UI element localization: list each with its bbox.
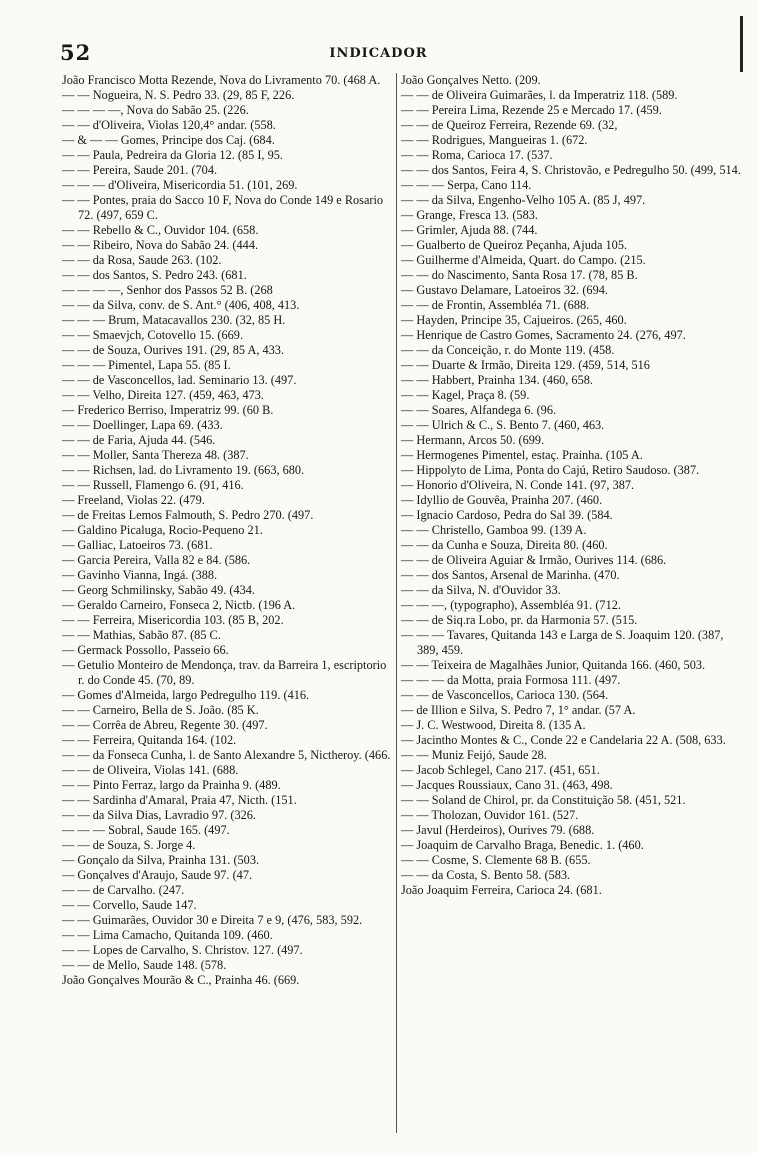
directory-entry: — — Muniz Feijó, Saude 28. (401, 748, 547, 762)
directory-entry: — — Smaevjch, Cotovello 15. (669. (62, 328, 244, 342)
directory-entry: João Francisco Motta Rezende, Nova do Livramento 70. (468 A. (62, 73, 381, 87)
directory-entry: — — de Mello, Saude 148. (578. (62, 958, 227, 972)
directory-entry: — Jacques Roussiaux, Cano 31. (463, 498. (401, 778, 613, 792)
directory-entry: — — Ulrich & C., S. Bento 7. (460, 463. (401, 418, 605, 432)
directory-entry: — Gomes d'Almeida, largo Pedregulho 119. (416. (62, 688, 310, 702)
directory-entry: — Jacintho Montes & C., Conde 22 e Candelaria 22 A. (508, 633. (401, 733, 726, 747)
directory-entry: — — Carneiro, Bella de S. João. (85 K. (62, 703, 259, 717)
directory-entry: — — Soares, Alfandega 6. (96. (401, 403, 557, 417)
directory-entry: — Germack Possollo, Passeio 66. (62, 643, 229, 657)
directory-entry: — — da Rosa, Saude 263. (102. (62, 253, 222, 267)
directory-entry: — — — d'Oliveira, Misericordia 51. (101, 269. (62, 178, 298, 192)
directory-entry: — — Christello, Gamboa 99. (139 A. (401, 523, 587, 537)
directory-entry: — — Kagel, Praça 8. (59. (401, 388, 530, 402)
directory-entry: — — da Fonseca Cunha, l. de Santo Alexandre 5, Nictheroy. (466. (62, 748, 391, 762)
directory-entry: — — Paula, Pedreira da Gloria 12. (85 I, 95. (62, 148, 283, 162)
directory-entry: — — — Brum, Matacavallos 230. (32, 85 H. (62, 313, 286, 327)
binding-edge-mark (740, 16, 743, 72)
directory-entry: — — —, (typographo), Assembléa 91. (712. (401, 598, 621, 612)
directory-entry: — Javul (Herdeiros), Ourives 79. (688. (401, 823, 595, 837)
directory-entry: — Idyllio de Gouvêa, Prainha 207. (460. (401, 493, 603, 507)
directory-entry: — — — da Motta, praia Formosa 111. (497. (401, 673, 621, 687)
directory-entry: — de Freitas Lemos Falmouth, S. Pedro 270. (497. (62, 508, 314, 522)
directory-entry: — — Pereira, Saude 201. (704. (62, 163, 218, 177)
directory-entry: — — Soland de Chirol, pr. da Constituição 58. (451, 521. (401, 793, 686, 807)
directory-entry: — — Mathias, Sabão 87. (85 C. (62, 628, 221, 642)
directory-entry: João Joaquim Ferreira, Carioca 24. (681. (401, 883, 602, 897)
directory-entry: — Henrique de Castro Gomes, Sacramento 24. (276, 497. (401, 328, 686, 342)
directory-entry: — — de Vasconcellos, lad. Seminario 13. (497. (62, 373, 297, 387)
directory-entry: — Getulio Monteiro de Mendonça, trav. da Barreira 1, escriptorio r. do Conde 45. (70, 89. (62, 658, 387, 687)
directory-entry: — — Nogueira, N. S. Pedro 33. (29, 85 F, 226. (62, 88, 295, 102)
directory-entry: — Grimler, Ajuda 88. (744. (401, 223, 538, 237)
directory-entry: — — de Carvalho. (247. (62, 883, 185, 897)
directory-entry: — Joaquim de Carvalho Braga, Benedic. 1. (460. (401, 838, 644, 852)
directory-entry: — Gavinho Vianna, Ingá. (388. (62, 568, 218, 582)
directory-entry: — Galdino Picaluga, Rocio-Pequeno 21. (62, 523, 263, 537)
directory-entry: — J. C. Westwood, Direita 8. (135 A. (401, 718, 586, 732)
right-column (401, 73, 747, 898)
directory-entry: — Geraldo Carneiro, Fonseca 2, Nictb. (196 A. (62, 598, 296, 612)
directory-entry: — — Corvello, Saude 147. (62, 898, 197, 912)
directory-entry: — — da Costa, S. Bento 58. (583. (401, 868, 571, 882)
directory-entry: — — Habbert, Prainha 134. (460, 658. (401, 373, 593, 387)
directory-entry: — — Sardinha d'Amaral, Praia 47, Nicth. (151. (62, 793, 297, 807)
directory-entry: — Freeland, Violas 22. (479. (62, 493, 205, 507)
directory-entry: — — Richsen, lad. do Livramento 19. (663, 680. (62, 463, 305, 477)
directory-entry: — — Pereira Lima, Rezende 25 e Mercado 17. (459. (401, 103, 662, 117)
directory-entry: — — Tholozan, Ouvidor 161. (527. (401, 808, 579, 822)
directory-entry: — — Rodrigues, Mangueiras 1. (672. (401, 133, 588, 147)
directory-entry: — — — Serpa, Cano 114. (401, 178, 532, 192)
directory-entry: — — da Conceição, r. do Monte 119. (458. (401, 343, 615, 357)
directory-entry: — — de Faria, Ajuda 44. (546. (62, 433, 216, 447)
directory-entry: — — do Nascimento, Santa Rosa 17. (78, 85 B. (401, 268, 638, 282)
directory-entry: — — d'Oliveira, Violas 120,4° andar. (558. (62, 118, 276, 132)
directory-entry: — — Teixeira de Magalhães Junior, Quitanda 166. (460, 503. (401, 658, 706, 672)
directory-entry: — — Doellinger, Lapa 69. (433. (62, 418, 223, 432)
directory-entry: — Gualberto de Queiroz Peçanha, Ajuda 105. (401, 238, 628, 252)
directory-entry: — Frederico Berriso, Imperatriz 99. (60 B. (62, 403, 274, 417)
directory-entry: — — Lopes de Carvalho, S. Christov. 127. (497. (62, 943, 303, 957)
directory-entry: — — — Tavares, Quitanda 143 e Larga de S. Joaquim 120. (387, 389, 459. (401, 628, 724, 657)
directory-entry: — — de Oliveira Aguiar & Irmão, Ourives 114. (686. (401, 553, 667, 567)
directory-entry: — — Velho, Direita 127. (459, 463, 473. (62, 388, 264, 402)
directory-entry: — Hayden, Principe 35, Cajueiros. (265, 460. (401, 313, 627, 327)
directory-entry: — — — —, Nova do Sabão 25. (226. (62, 103, 249, 117)
directory-entry: — — de Siq.ra Lobo, pr. da Harmonia 57. (515. (401, 613, 638, 627)
directory-entry: — — Duarte & Irmão, Direita 129. (459, 514, 516 (401, 358, 650, 372)
left-column (62, 73, 397, 1133)
directory-entry: — — — Sobral, Saude 165. (497. (62, 823, 230, 837)
directory-entry: — & — — Gomes, Principe dos Caj. (684. (62, 133, 275, 147)
directory-entry: — — da Silva, conv. de S. Ant.° (406, 408, 413. (62, 298, 300, 312)
directory-entry: — Garcia Pereira, Valla 82 e 84. (586. (62, 553, 251, 567)
directory-entry: — de Illion e Silva, S. Pedro 7, 1° andar. (57 A. (401, 703, 636, 717)
directory-entry: João Gonçalves Mourão & C., Prainha 46. (669. (62, 973, 300, 987)
directory-entry: — — — —, Senhor dos Passos 52 B. (268 (62, 283, 273, 297)
directory-entry: — — Rebello & C., Ouvidor 104. (658. (62, 223, 259, 237)
directory-entry: — — da Silva Dias, Lavradio 97. (326. (62, 808, 256, 822)
directory-entry: — Georg Schmilinsky, Sabão 49. (434. (62, 583, 255, 597)
directory-entry: — — dos Santos, Arsenal de Marinha. (470. (401, 568, 620, 582)
directory-entry: — — — Pimentel, Lapa 55. (85 I. (62, 358, 231, 372)
directory-entry: — — da Silva, N. d'Ouvidor 33. (401, 583, 561, 597)
directory-entry: — Gonçalves d'Araujo, Saude 97. (47. (62, 868, 253, 882)
directory-entry: — — Cosme, S. Clemente 68 B. (655. (401, 853, 591, 867)
directory-entry: — — de Oliveira, Violas 141. (688. (62, 763, 239, 777)
directory-entry: — Hippolyto de Lima, Ponta do Cajú, Retiro Saudoso. (387. (401, 463, 700, 477)
directory-entry: — — de Souza, Ourives 191. (29, 85 A, 433. (62, 343, 285, 357)
directory-entry: — — da Silva, Engenho-Velho 105 A. (85 J, 497. (401, 193, 646, 207)
directory-entry: — — Corrêa de Abreu, Regente 30. (497. (62, 718, 268, 732)
directory-entry: — — Guimarães, Ouvidor 30 e Direita 7 e 9, (476, 583, 592. (62, 913, 363, 927)
directory-entry: — — dos Santos, S. Pedro 243. (681. (62, 268, 247, 282)
directory-entry: — Ignacio Cardoso, Pedra do Sal 39. (584. (401, 508, 613, 522)
directory-entry: — — Ferreira, Quitanda 164. (102. (62, 733, 237, 747)
directory-entry: — Jacob Schlegel, Cano 217. (451, 651. (401, 763, 600, 777)
directory-entry: — Guilherme d'Almeida, Quart. do Campo. (215. (401, 253, 646, 267)
directory-entry: — Gonçalo da Silva, Prainha 131. (503. (62, 853, 260, 867)
directory-entry: — — de Souza, S. Jorge 4. (62, 838, 196, 852)
running-title: INDICADOR (329, 46, 428, 61)
directory-entry: — — dos Santos, Feira 4, S. Christovão, e Pedregulho 50. (499, 514. (401, 163, 741, 177)
directory-entry: — Honorio d'Oliveira, N. Conde 141. (97, 387. (401, 478, 635, 492)
directory-entry: — — de Frontin, Assembléa 71. (688. (401, 298, 590, 312)
directory-entry: — Hermogenes Pimentel, estaç. Prainha. (105 A. (401, 448, 643, 462)
directory-entry: — — Lima Camacho, Quitanda 109. (460. (62, 928, 273, 942)
directory-entry: — — Pontes, praia do Sacco 10 F, Nova do Conde 149 e Rosario 72. (497, 659 C. (62, 193, 384, 222)
directory-entry: — Gustavo Delamare, Latoeiros 32. (694. (401, 283, 608, 297)
directory-entry: — — Pinto Ferraz, largo da Prainha 9. (489. (62, 778, 281, 792)
directory-entry: — — de Queiroz Ferreira, Rezende 69. (32, (401, 118, 618, 132)
directory-entry: — — Roma, Carioca 17. (537. (401, 148, 553, 162)
directory-entry: — — de Vasconcellos, Carioca 130. (564. (401, 688, 609, 702)
directory-entry: — Hermann, Arcos 50. (699. (401, 433, 545, 447)
page-number: 52 (60, 40, 92, 65)
directory-entry: — Galliac, Latoeiros 73. (681. (62, 538, 213, 552)
directory-entry: João Gonçalves Netto. (209. (401, 73, 541, 87)
directory-entry: — — de Oliveira Guimarães, l. da Imperatriz 118. (589. (401, 88, 678, 102)
directory-entry: — Grange, Fresca 13. (583. (401, 208, 538, 222)
directory-entry: — — Russell, Flamengo 6. (91, 416. (62, 478, 244, 492)
directory-entry: — — da Cunha e Souza, Direita 80. (460. (401, 538, 608, 552)
directory-entry: — — Moller, Santa Thereza 48. (387. (62, 448, 249, 462)
directory-entry: — — Ribeiro, Nova do Sabão 24. (444. (62, 238, 259, 252)
directory-entry: — — Ferreira, Misericordia 103. (85 B, 202. (62, 613, 284, 627)
